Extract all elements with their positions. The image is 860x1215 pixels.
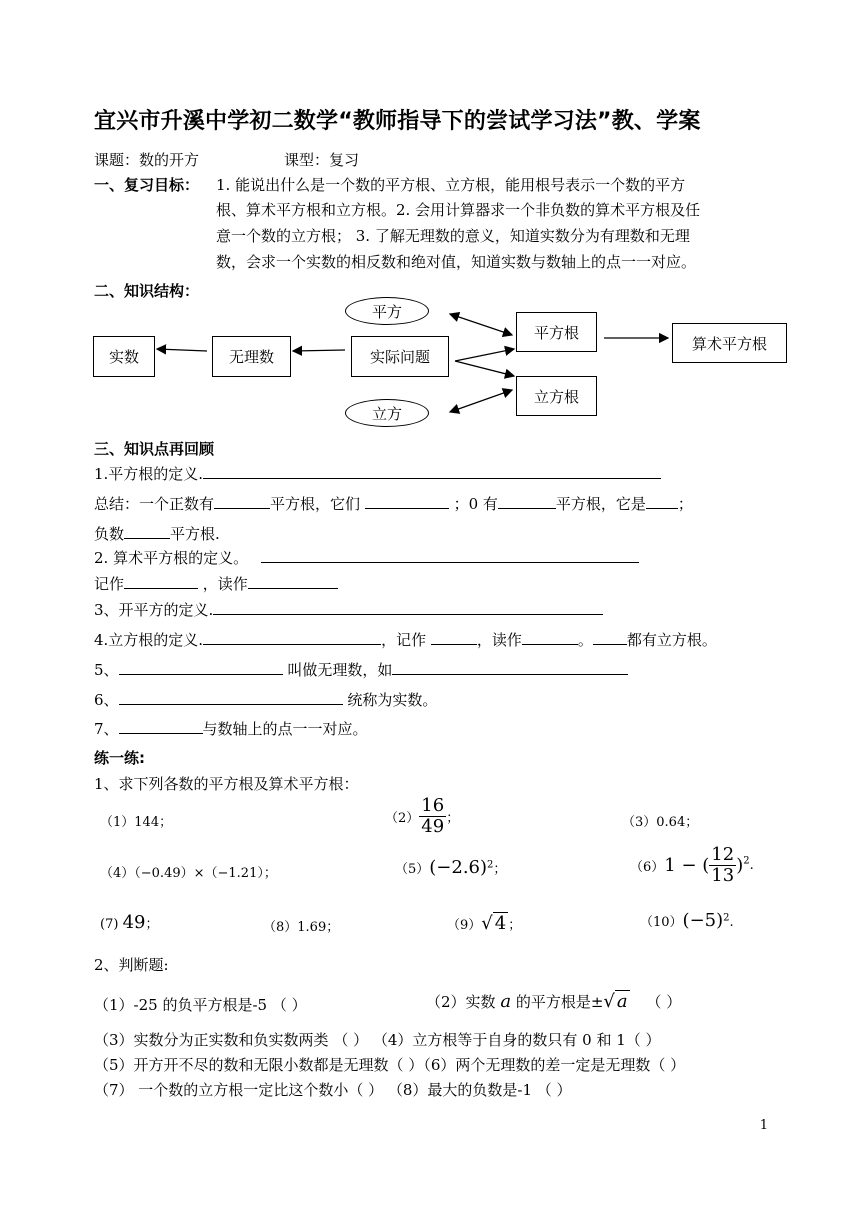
judge-2-text-c: （ ） [646,993,682,1011]
item-1: （1）144； [100,815,173,830]
radicand: a [616,991,628,1012]
judge-3-4: （3）实数分为正实数和负实数两类 （ ） （4）立方根等于自身的数只有 0 和 1（ ） [94,1031,661,1049]
item-6-label: （6） [630,859,665,875]
lesson-type: 课型：复习 [284,151,360,169]
summary-text-a: 总结：一个正数有 [94,495,215,513]
summary-text-c: ；0 有 [453,495,498,513]
q4-text-d: 。 [577,631,593,649]
practice-2-prompt: 2、判断题: [94,956,169,974]
q2b-text-a: 记作 [94,575,125,593]
item-5-tail: ； [493,862,507,877]
q5-text-b: 叫做无理数，如 [287,661,393,679]
q4-text-b: ，记作 [381,631,427,649]
q1-blank[interactable] [203,464,661,479]
item-2 [385,796,459,837]
blank[interactable] [119,660,283,675]
fraction-denominator: 49 [421,815,445,837]
summary2-text-b: 平方根. [170,525,220,543]
item-10-label: （10） [640,915,683,930]
q3-blank[interactable] [213,600,603,615]
judge-5-6: （5）开方开不尽的数和无限小数都是无理数（ ）（6）两个无理数的差一定是无理数（ ） [94,1056,686,1074]
q4-text-a: 4.立方根的定义. [94,631,204,649]
blank[interactable] [124,524,170,539]
goal-line-2: 根、算术平方根和立方根。2. 会用计算器求一个非负数的算术平方根及任 [216,201,701,219]
summary-line-2 [94,523,220,544]
node-cube: 立方 [345,399,429,427]
summary-text-b: 平方根，它们 [270,495,361,513]
fraction [419,796,446,837]
expression: (−2.6) [429,857,488,878]
blank[interactable] [365,494,449,509]
item-8: （8）1.69； [263,920,340,935]
q6-text-a: 6、 [94,691,119,709]
item-10-tail: . [729,915,734,930]
q7-text-b: 与数轴上的点一一对应。 [202,720,368,738]
page-title: 宜兴市升溪中学初二数学“教师指导下的尝试学习法”教、学案 [94,109,701,134]
value: 49 [122,912,146,933]
blank[interactable] [593,630,627,645]
blank[interactable] [431,630,477,645]
q2-text: 2. 算术平方根的定义。 [94,549,249,567]
radicand: 4 [494,913,507,934]
q3-line [94,599,603,620]
section2-heading: 二、知识结构： [94,282,200,300]
item-7-label: (7) [100,917,119,932]
sqrt-icon: √ [481,913,493,934]
summary-line [94,493,693,514]
summary-text-e: ； [677,495,693,513]
item-4: （4）（−0.49）×（−1.21）； [100,866,277,881]
blank[interactable] [498,494,556,509]
exponent: 2 [487,859,494,871]
node-irrational: 无理数 [212,336,291,377]
q2b-line [94,573,338,594]
goal-line-4: 数，会求一个实数的相反数和绝对值，知道实数与数轴上的点一一对应。 [216,253,697,271]
q6-line [94,689,437,710]
item-5 [395,857,506,878]
q7-line [94,718,368,739]
blank[interactable] [522,630,578,645]
sqrt-icon: √ [603,991,615,1012]
q1-line [94,463,661,484]
q4-text-c: ，读作 [476,631,522,649]
blank[interactable] [248,574,338,589]
expression-suffix: ) [736,854,744,876]
item-7 [100,912,158,933]
item-9 [447,912,521,934]
judge-2 [426,990,681,1012]
blank[interactable] [119,690,343,705]
judge-2-text-b: 的平方根是± [515,993,604,1011]
node-real-number: 实数 [93,336,155,377]
section3-heading: 三、知识点再回顾 [94,440,215,458]
judge-1: （1）-25 的负平方根是-5 （ ） [94,996,307,1014]
q2b-text-b: ，读作 [202,575,248,593]
item-3: （3）0.64； [622,815,699,830]
item-6-tail: . [749,857,754,873]
summary-text-d: 平方根，它是 [555,495,646,513]
q4-text-e: 都有立方根。 [626,631,717,649]
node-square: 平方 [345,297,429,325]
q1-text: 1.平方根的定义. [94,465,204,483]
blank[interactable] [646,494,678,509]
exponent: 2 [723,912,730,924]
fraction-numerator: 12 [711,844,735,865]
blank[interactable] [203,630,381,645]
blank[interactable] [392,660,628,675]
goal-line-1: 1. 能说出什么是一个数的平方根、立方根，能用根号表示一个数的平方 [216,176,686,194]
judge-7-8: （7） 一个数的立方根一定比这个数小（ ） （8）最大的负数是-1 （ ） [94,1081,572,1099]
summary2-text-a: 负数 [94,525,125,543]
blank[interactable] [124,574,198,589]
goal-line-3: 意一个数的立方根； 3. 了解无理数的意义，知道实数分为有理数和无理 [216,227,690,245]
item-6 [630,845,754,886]
item-2-tail: ； [446,810,460,826]
practice-heading: 练一练: [94,749,145,767]
practice-1-prompt: 1、求下列各数的平方根及算术平方根： [94,775,359,793]
q5-line [94,659,628,680]
variable: a [500,991,512,1012]
expression-prefix: 1 − ( [664,854,710,876]
fraction-denominator: 13 [711,864,735,886]
judge-2-text-a: （2）实数 [426,993,496,1011]
item-2-label: （2） [385,810,420,826]
q3-text: 3、开平方的定义. [94,601,214,619]
item-5-label: （5） [395,862,430,877]
section1-heading: 一、复习目标： [94,176,200,194]
q4-line [94,629,717,650]
node-cube-root: 立方根 [516,376,597,416]
q5-text-a: 5、 [94,661,119,679]
page-number: 1 [759,1118,768,1133]
q7-text-a: 7、 [94,720,119,738]
exponent: 2 [743,855,750,867]
fraction [709,845,736,886]
q2-blank[interactable] [261,548,639,563]
q6-text-b: 统称为实数。 [347,691,438,709]
node-arithmetic-square-root: 算术平方根 [672,323,787,363]
item-9-label: （9） [447,918,482,933]
blank[interactable] [214,494,270,509]
node-square-root: 平方根 [516,312,597,352]
item-7-tail: ； [145,917,159,932]
lesson-topic: 课题：数的开方 [94,151,200,169]
item-9-tail: ； [508,918,522,933]
node-practical-problem: 实际问题 [351,336,449,377]
fraction-numerator: 16 [421,795,445,816]
blank[interactable] [119,719,203,734]
expression: (−5) [682,910,724,931]
item-10 [640,910,734,931]
q2-line [94,547,639,568]
